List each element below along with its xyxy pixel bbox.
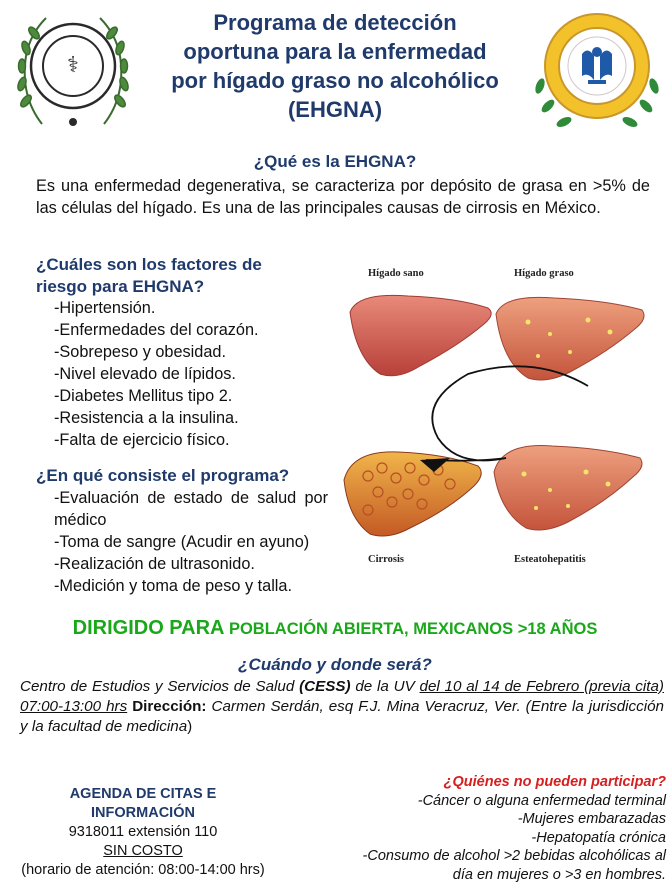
label-cirrhosis: Cirrosis bbox=[368, 554, 404, 565]
appointments-heading-2: INFORMACIÓN bbox=[91, 805, 195, 821]
location-name: Centro de Estudios y Servicios de Salud bbox=[20, 678, 300, 695]
location-uv: de la UV bbox=[350, 678, 420, 695]
list-item: -Mujeres embarazadas bbox=[517, 811, 666, 827]
exclusions-heading: ¿Quiénes no pueden participar? bbox=[443, 774, 666, 790]
gastroenterology-logo bbox=[12, 6, 134, 134]
page-title bbox=[130, 8, 540, 124]
risk-factors-heading bbox=[36, 254, 336, 298]
liver-stages-diagram bbox=[338, 262, 660, 572]
location-acronym: (CESS) bbox=[299, 678, 351, 695]
audience-banner bbox=[0, 617, 670, 640]
risk-heading-line-2: riesgo para EHGNA? bbox=[36, 277, 205, 296]
list-item: -Evaluación de estado de salud por médico bbox=[54, 489, 328, 529]
list-item: -Toma de sangre (Acudir en ayuno) bbox=[54, 533, 310, 551]
list-item: -Cáncer o alguna enfermedad terminal bbox=[417, 792, 666, 809]
appointments-phone: 9318011 extensión 110 bbox=[68, 824, 218, 840]
list-item: -Hipertensión. bbox=[54, 299, 156, 317]
audience-prefix: DIRIGIDO PARA bbox=[72, 617, 225, 639]
list-item: -Realización de ultrasonido. bbox=[54, 555, 255, 573]
risk-factors-list bbox=[54, 297, 334, 451]
address-close: ) bbox=[187, 718, 193, 735]
svg-text:⚕: ⚕ bbox=[67, 52, 79, 77]
risk-heading-line-1: ¿Cuáles son los factores de bbox=[36, 255, 262, 274]
what-is-text: Es una enfermedad degenerativa, se caracteriza por depósito de grasa en >5% de las células del hígado. Es una de las principales causas de cirrosis en México. bbox=[36, 177, 650, 217]
list-item: -Hepatopatía crónica bbox=[531, 829, 666, 846]
what-is-heading: ¿Qué es la EHGNA? bbox=[253, 152, 417, 171]
list-item: -Resistencia a la insulina. bbox=[54, 409, 239, 427]
list-item: día en mujeres o >3 en hombres. bbox=[452, 866, 666, 883]
when-where-text bbox=[20, 677, 664, 737]
title-line-1: Programa de detección bbox=[213, 10, 457, 35]
exclusions-block bbox=[326, 773, 666, 884]
laurel-seal-icon bbox=[12, 6, 134, 134]
institute-logo bbox=[530, 6, 664, 136]
institute-seal-icon bbox=[530, 6, 664, 136]
audience-text: POBLACIÓN ABIERTA, MEXICANOS >18 AÑOS bbox=[228, 620, 598, 638]
program-list bbox=[54, 487, 328, 597]
list-item: -Enfermedades del corazón. bbox=[54, 321, 259, 339]
address-label: Dirección: bbox=[127, 698, 207, 715]
appointments-hours: (horario de atención: 08:00-14:00 hrs) bbox=[21, 862, 265, 878]
when-where-heading: ¿Cuándo y donde será? bbox=[238, 655, 432, 674]
program-heading: ¿En qué consiste el programa? bbox=[36, 466, 290, 485]
label-healthy-liver: Hígado sano bbox=[368, 268, 424, 279]
address-text: Carmen Serdán, esq F.J. Mina Veracruz, Ver. (Entre la jurisdicción y la facultad de medicina bbox=[20, 698, 664, 735]
appointments-block bbox=[6, 785, 280, 880]
label-fatty-liver: Hígado graso bbox=[514, 268, 574, 279]
list-item: -Sobrepeso y obesidad. bbox=[54, 343, 226, 361]
dates-text: del 10 al 14 de Febrero (previa cita) 07:00-13:00 hrs bbox=[20, 678, 664, 715]
liver-illustration bbox=[338, 262, 660, 572]
list-item: -Medición y toma de peso y talla. bbox=[54, 577, 293, 595]
list-item: -Diabetes Mellitus tipo 2. bbox=[54, 387, 233, 405]
appointments-cost: SIN COSTO bbox=[103, 843, 183, 859]
list-item: -Falta de ejercicio físico. bbox=[54, 431, 230, 449]
list-item: -Consumo de alcohol >2 bebidas alcohólicas al bbox=[362, 848, 666, 864]
label-steatohepatitis: Esteatohepatitis bbox=[514, 554, 586, 565]
title-line-3: por hígado graso no alcohólico bbox=[171, 68, 499, 93]
list-item: -Nivel elevado de lípidos. bbox=[54, 365, 236, 383]
title-line-4: (EHGNA) bbox=[287, 97, 383, 122]
appointments-heading-1: AGENDA DE CITAS E bbox=[69, 786, 217, 802]
title-line-2: oportuna para la enfermedad bbox=[183, 39, 487, 64]
